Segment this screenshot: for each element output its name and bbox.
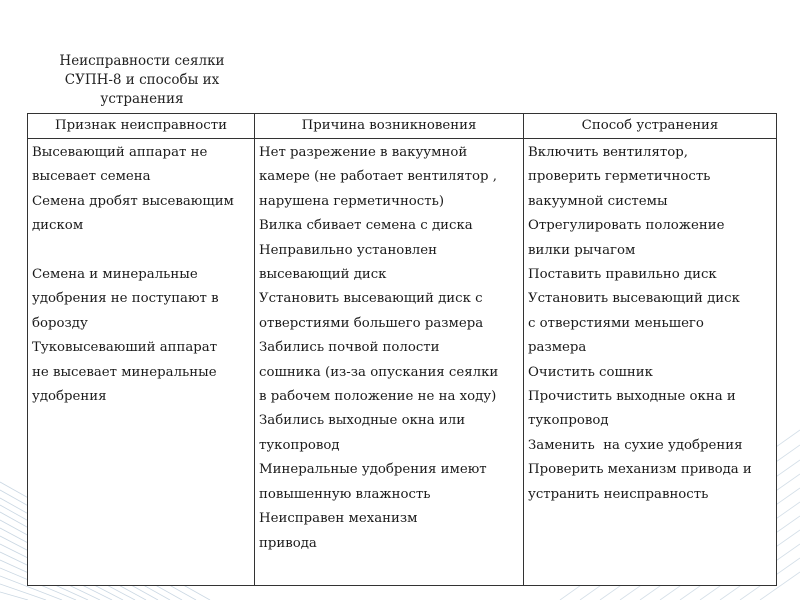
- remedy-line: Поставить правильно диск: [528, 267, 717, 283]
- remedy-line: Установить высевающий диск: [528, 291, 740, 307]
- remedy-line: размера: [528, 340, 587, 356]
- remedy-line: Отрегулировать положение: [528, 218, 725, 234]
- cause-line: Установить высевающий диск с: [259, 291, 483, 307]
- remedy-line: устранить неисправность: [528, 486, 709, 502]
- remedy-line: вакуумной системы: [528, 193, 668, 209]
- title-line-1: Неисправности сеялки: [59, 53, 225, 69]
- symptom-line: высевает семена: [32, 169, 151, 185]
- cause-line: высевающий диск: [259, 267, 387, 283]
- cause-line: в рабочем положение не на ходу): [259, 389, 497, 405]
- faults-table: [27, 113, 777, 586]
- remedy-line: проверить герметичность: [528, 169, 711, 185]
- cause-line: Неправильно установлен: [259, 242, 437, 258]
- cause-line: Вилка сбивает семена с диска: [259, 218, 473, 234]
- symptom-line: Семена дробят высевающим: [32, 193, 234, 209]
- symptom-line: борозду: [32, 315, 88, 331]
- symptom-line: не высевает минеральные: [32, 364, 217, 380]
- header-cause: Причина возникновения: [255, 114, 524, 139]
- table-header-row: [28, 114, 777, 139]
- remedy-line: Прочистить выходные окна и: [528, 389, 736, 405]
- symptom-line: Высевающий аппарат не: [32, 145, 208, 160]
- symptom-line: Семена и минеральные: [32, 267, 198, 283]
- cause-line: Нет разрежение в вакуумной: [259, 145, 468, 160]
- cause-line: Забились выходные окна или: [259, 413, 466, 429]
- remedy-line: Проверить механизм привода и: [528, 462, 752, 478]
- cause-line: Забились почвой полости: [259, 340, 440, 356]
- table-row: [28, 139, 777, 586]
- cause-line: нарушена герметичность): [259, 193, 445, 209]
- cause-line: сошника (из-за опускания сеялки: [259, 364, 499, 380]
- cause-line: отверстиями большего размера: [259, 315, 484, 331]
- title-line-3: устранения: [100, 91, 184, 107]
- blank-line: [32, 239, 250, 263]
- symptom-line: диском: [32, 218, 84, 234]
- remedy-line: Включить вентилятор,: [528, 145, 688, 160]
- remedy-line: Очистить сошник: [528, 364, 653, 380]
- symptom-line: удобрения: [32, 389, 107, 405]
- title-line-2: СУПН-8 и способы их: [64, 72, 220, 88]
- symptom-cell: [28, 139, 255, 586]
- cause-line: Неисправен механизм: [259, 511, 418, 527]
- cause-line: тукопровод: [259, 437, 340, 453]
- remedy-line: вилки рычагом: [528, 242, 636, 258]
- remedy-line: тукопровод: [528, 413, 609, 429]
- cause-line: повышенную влажность: [259, 486, 431, 502]
- cause-line: камере (не работает вентилятор ,: [259, 169, 497, 185]
- symptom-line: удобрения не поступают в: [32, 291, 219, 307]
- remedy-line: с отверстиями меньшего: [528, 315, 704, 331]
- header-symptom: Признак неисправности: [28, 114, 255, 139]
- cause-line: привода: [259, 535, 317, 551]
- remedy-cell: [524, 139, 777, 586]
- header-remedy: Способ устранения: [524, 114, 777, 139]
- symptom-line: Туковысеваюший аппарат: [32, 340, 218, 356]
- page-title: [52, 52, 232, 109]
- cause-cell: [255, 139, 524, 586]
- cause-line: Минеральные удобрения имеют: [259, 462, 487, 478]
- remedy-line: Заменить на сухие удобрения: [528, 437, 743, 453]
